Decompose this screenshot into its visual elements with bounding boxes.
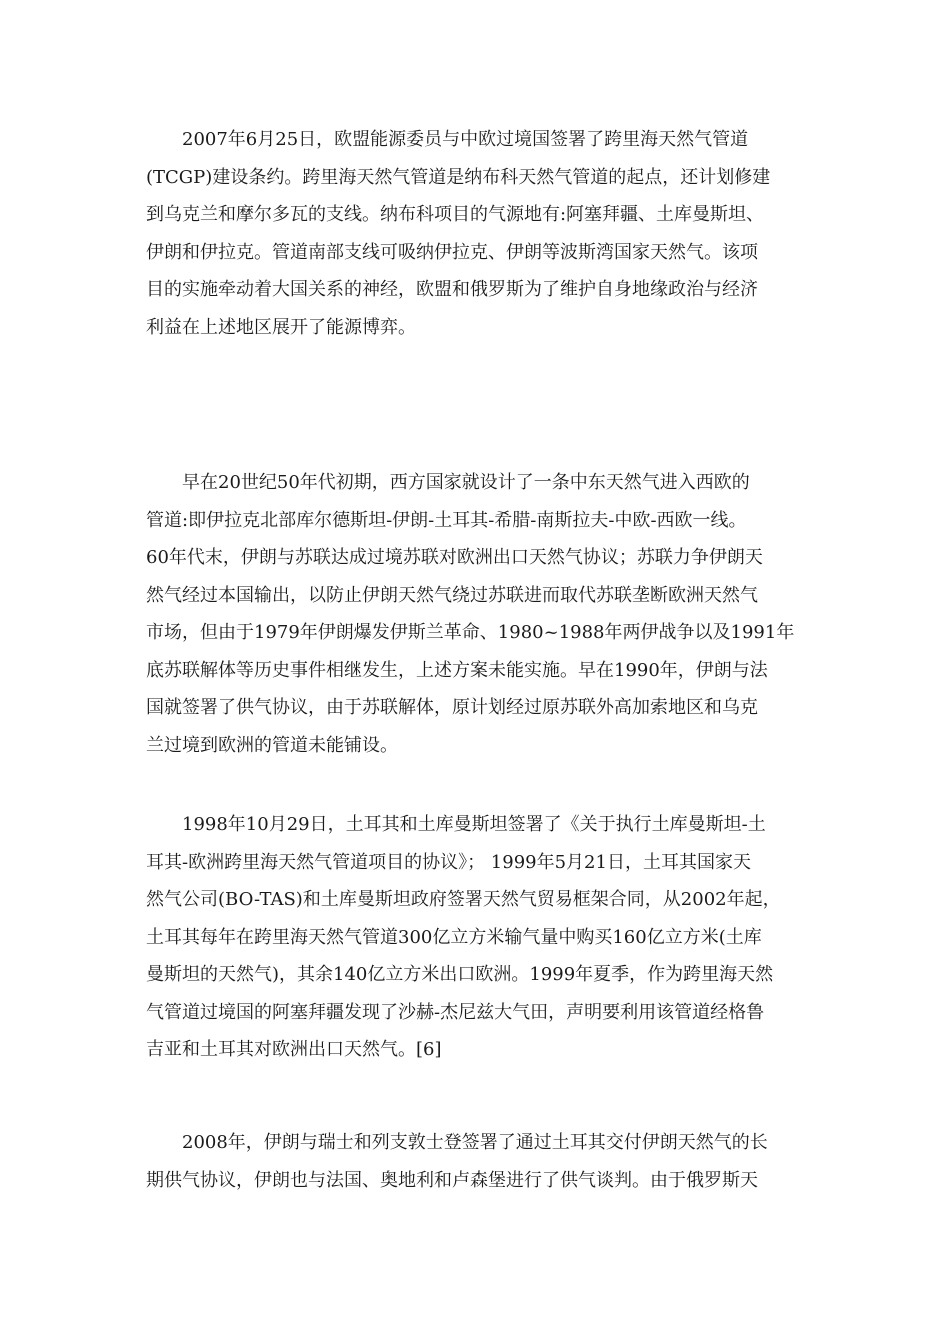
paragraph-2008-iran-supply: 2008年，伊朗与瑞士和列支敦士登签署了通过土耳其交付伊朗天然气的长 期供气协议，伊朗也与法国、奥地利和卢森堡进行了供气谈判。由于俄罗斯天: [146, 1132, 768, 1191]
paragraph-tcgp-treaty: 2007年6月25日，欧盟能源委员与中欧过境国签署了跨里海天然气管道 (TCGP)建设条约。跨里海天然气管道是纳布科天然气管道的起点，还计划修建 到乌克兰和摩尔多瓦的支线。纳布科项目的气源地有:阿塞拜疆、土库曼斯坦、 伊朗和伊拉克。管道南部支线可吸纳伊拉克、伊朗等波斯湾国家天然气。该项 目的实施牵动着大国关系的神经，欧盟和俄罗斯为了维护自身地缘政治与经济 利益在上述地区展开了能源博弈。: [146, 129, 771, 338]
paragraph-1950s-pipeline-history: 早在20世纪50年代初期，西方国家就设计了一条中东天然气进入西欧的 管道:即伊拉克北部库尔德斯坦-伊朗-土耳其-希腊-南斯拉夫-中欧-西欧一线。 60年代末，伊朗与苏联达成过境苏联对欧洲出口天然气协议；苏联力争伊朗天 然气经过本国输出，以防止伊朗天然气绕过苏联进而取代苏联垄断欧洲天然气 市场，但由于1979年伊朗爆发伊斯兰革命、1980~1988年两伊战争以及1991年 底苏联解体等历史事件相继发生，上述方案未能实施。早在1990年，伊朗与法 国就签署了供气协议，由于苏联解体，原计划经过原苏联外高加索地区和乌克 兰过境到欧洲的管道未能铺设。: [146, 472, 795, 756]
paragraph-turkey-turkmenistan-agreement: 1998年10月29日，土耳其和土库曼斯坦签署了《关于执行土库曼斯坦-土 耳其-欧洲跨里海天然气管道项目的协议》； 1999年5月21日，土耳其国家天 然气公司(BO-TAS)和土库曼斯坦政府签署天然气贸易框架合同，从2002年起， 土耳其每年在跨里海天然气管道300亿立方米输气量中购买160亿立方米(土库 曼斯坦的天然气)，其余140亿立方米出口欧洲。1999年夏季，作为跨里海天然 气管道过境国的阿塞拜疆发现了沙赫-杰尼兹大气田，声明要利用该管道经格鲁 吉亚和土耳其对欧洲出口天然气。[6]: [146, 814, 781, 1060]
